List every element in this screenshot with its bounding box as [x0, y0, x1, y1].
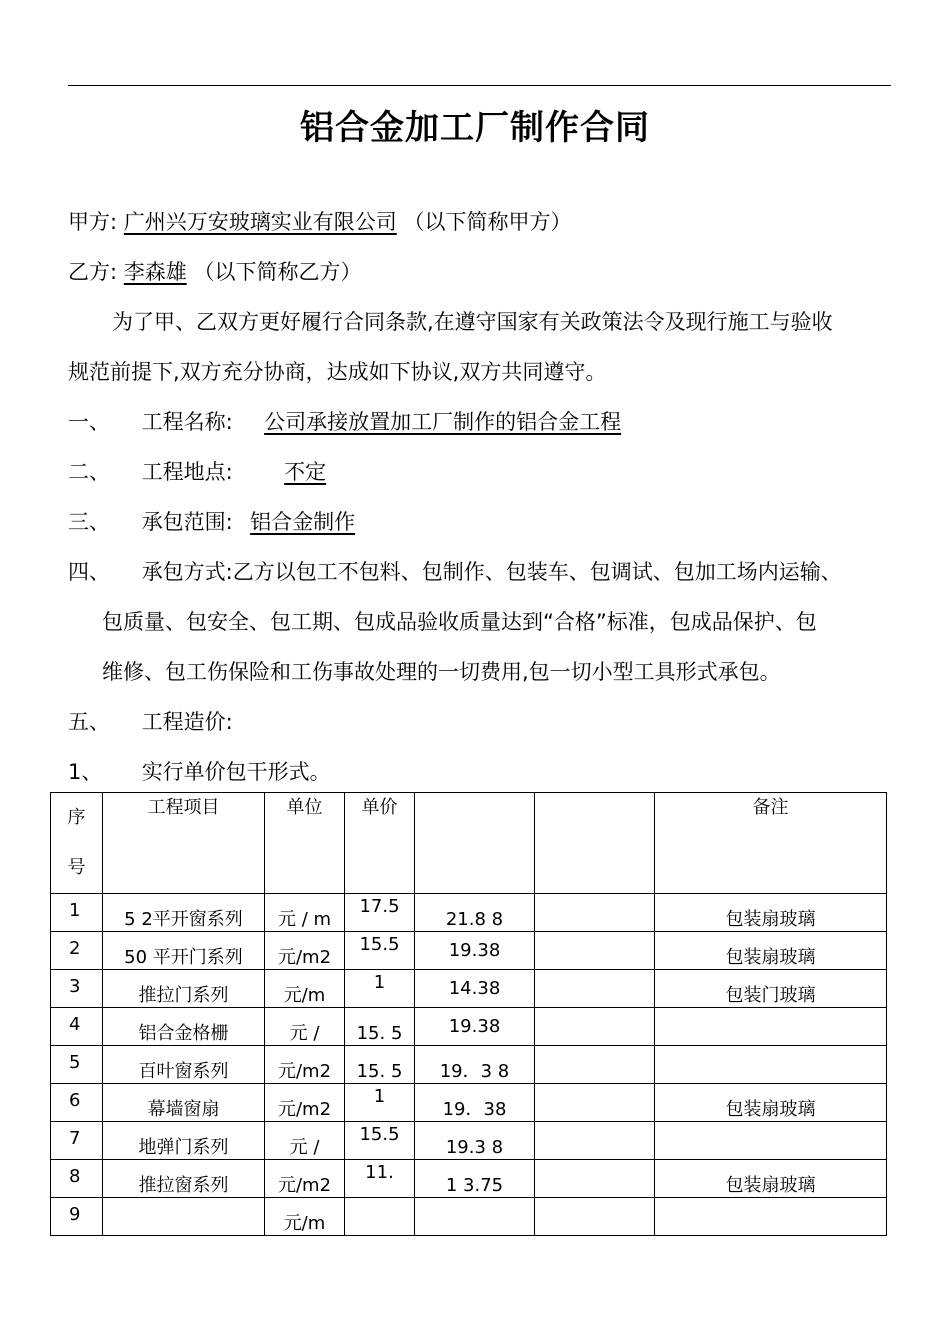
table-cell: [655, 894, 887, 932]
table-cell: [103, 1160, 265, 1198]
table-cell: [535, 894, 655, 932]
table-cell-text: 15.5: [359, 934, 400, 955]
section-5-label: 工程造价:: [141, 710, 233, 734]
table-cell-text: 包装门玻璃: [725, 985, 816, 1006]
table-cell: [51, 1084, 103, 1122]
table-cell: [655, 970, 887, 1008]
header-price: 单价: [345, 793, 415, 894]
table-cell: [345, 1160, 415, 1198]
table-cell-text: 地弹门系列: [138, 1137, 229, 1158]
table-cell-text: [345, 1198, 414, 1213]
table-cell-text: 15. 5: [356, 1061, 403, 1082]
section-5-1: [68, 756, 331, 786]
table-cell-text: 19.38: [448, 1016, 501, 1037]
section-3: [68, 506, 355, 536]
table-cell: [345, 1122, 415, 1160]
header-seq: 序 号: [51, 793, 103, 894]
table-cell-text: 元 /: [289, 1023, 320, 1044]
table-cell: [655, 1046, 887, 1084]
section-1-number: 一、: [68, 410, 110, 434]
section-3-label: 承包范围:: [141, 510, 233, 534]
table-cell: [51, 1198, 103, 1236]
section-4-line-3: 维修、包工伤保险和工伤事故处理的一切费用,包一切小型工具形式承包。: [102, 660, 781, 684]
table-cell: [103, 1084, 265, 1122]
section-3-value: 铝合金制作: [250, 510, 356, 534]
table-cell: [51, 894, 103, 932]
table-cell-text: 15.5: [359, 1124, 400, 1145]
table-cell: [103, 1198, 265, 1236]
section-4-line-1: [68, 556, 842, 586]
table-cell-text: [535, 1198, 654, 1213]
table-cell: [265, 970, 345, 1008]
table-cell-text: 元 /: [289, 1137, 320, 1158]
section-3-number: 三、: [68, 510, 110, 534]
table-cell-text: 元 / m: [277, 909, 332, 930]
table-cell: [345, 1008, 415, 1046]
table-cell-text: 元/m2: [277, 1099, 332, 1120]
table-cell: [415, 1160, 535, 1198]
section-2-number: 二、: [68, 460, 110, 484]
table-cell-text: 元/m2: [277, 947, 332, 968]
table-cell: [535, 970, 655, 1008]
section-2-value: 不定: [284, 460, 327, 484]
table-cell-text: [655, 1008, 886, 1023]
table-cell: [265, 1198, 345, 1236]
header-unit: 单位: [265, 793, 345, 894]
table-cell: [415, 1198, 535, 1236]
table-cell: [51, 1160, 103, 1198]
table-cell: [655, 1160, 887, 1198]
table-cell-text: 15. 5: [356, 1023, 403, 1044]
table-cell-text: 7: [69, 1128, 81, 1149]
table-row: [51, 970, 887, 1008]
table-header-row: [51, 793, 887, 894]
section-5-1-label: 实行单价包干形式。: [141, 760, 331, 784]
table-cell-text: 铝合金格栅: [138, 1023, 229, 1044]
section-4-number: 四、: [68, 560, 110, 584]
table-cell-text: 包装扇玻璃: [725, 1175, 816, 1196]
party-a-label: 甲方:: [68, 210, 118, 234]
table-row: [51, 1198, 887, 1236]
section-1: [68, 406, 621, 436]
table-cell-text: 幕墙窗扇: [147, 1099, 220, 1120]
table-cell-text: 包装扇玻璃: [725, 1099, 816, 1120]
table-cell-text: 3: [69, 976, 81, 997]
table-cell-text: 包装扇玻璃: [725, 947, 816, 968]
party-a-line: [68, 206, 571, 236]
table-cell: [345, 1046, 415, 1084]
table-cell-text: [415, 1198, 534, 1213]
table-cell-text: 包装扇玻璃: [725, 909, 816, 930]
table-cell-text: 50 平开门系列: [124, 947, 243, 968]
header-item: 工程项目: [103, 793, 265, 894]
table-cell: [535, 1160, 655, 1198]
table-cell-text: [103, 1198, 264, 1213]
table-cell: [535, 932, 655, 970]
table-cell-text: 6: [69, 1090, 81, 1111]
section-5-1-number: 1、: [68, 760, 103, 784]
table-cell: [415, 1084, 535, 1122]
table-cell: [535, 1198, 655, 1236]
section-1-value: 公司承接放置加工厂制作的铝合金工程: [264, 410, 622, 434]
table-cell-text: 19.3 8: [445, 1137, 504, 1158]
section-5-number: 五、: [68, 710, 110, 734]
table-cell: [103, 970, 265, 1008]
table-cell: [103, 1046, 265, 1084]
table-cell: [655, 1084, 887, 1122]
table-cell-text: 14.38: [448, 978, 501, 999]
table-cell-text: 9: [69, 1204, 81, 1225]
section-2: [68, 456, 326, 486]
table-cell: [103, 932, 265, 970]
party-b-label: 乙方:: [68, 260, 118, 284]
table-row: [51, 932, 887, 970]
section-5: [68, 706, 233, 736]
table-cell-text: 推拉门系列: [138, 985, 229, 1006]
header-remark: 备注: [655, 793, 887, 894]
table-cell-text: [535, 970, 654, 985]
table-cell: [265, 1008, 345, 1046]
table-cell-text: [535, 1084, 654, 1099]
table-row: [51, 1160, 887, 1198]
table-cell: [103, 1122, 265, 1160]
table-cell: [655, 1008, 887, 1046]
party-b-suffix: （以下简称乙方）: [193, 260, 362, 284]
table-cell-text: 19．38: [442, 1099, 507, 1120]
table-cell: [655, 932, 887, 970]
table-cell-text: 1: [373, 972, 386, 993]
table-row: [51, 1084, 887, 1122]
table-cell-text: [655, 1198, 886, 1213]
table-cell-text: [535, 1122, 654, 1137]
table-cell: [265, 932, 345, 970]
table-cell-text: 1: [69, 900, 81, 921]
table-cell: [51, 1008, 103, 1046]
table-cell: [535, 1122, 655, 1160]
table-cell: [415, 932, 535, 970]
table-cell: [535, 1046, 655, 1084]
table-cell: [265, 1046, 345, 1084]
table-cell-text: [655, 1046, 886, 1061]
table-cell: [535, 1084, 655, 1122]
table-cell: [415, 970, 535, 1008]
table-cell-text: 17.5: [359, 896, 400, 917]
table-cell-text: 元/m: [283, 985, 326, 1006]
table-cell-text: 4: [69, 1014, 81, 1035]
table-cell: [655, 1122, 887, 1160]
table-cell-text: [535, 1008, 654, 1023]
price-table: [50, 792, 887, 1236]
table-cell: [345, 932, 415, 970]
table-cell: [345, 1084, 415, 1122]
table-cell-text: [535, 1046, 654, 1061]
section-4-text-1: 承包方式:乙方以包工不包料、包制作、包装车、包调试、包加工场内运输、: [141, 560, 842, 584]
party-b-line: [68, 256, 361, 286]
table-cell-text: 8: [69, 1166, 81, 1187]
table-cell-text: [535, 932, 654, 947]
table-row: [51, 894, 887, 932]
table-cell-text: 1: [373, 1086, 386, 1107]
table-cell: [345, 894, 415, 932]
party-a-name: 广州兴万安玻璃实业有限公司: [123, 210, 397, 234]
header-col5: [415, 793, 535, 894]
intro-line-2: 规范前提下,双方充分协商，达成如下协议,双方共同遵守。: [68, 360, 607, 384]
table-cell-text: 19．3 8: [439, 1061, 510, 1082]
table-cell-text: 2: [69, 938, 81, 959]
top-rule: [68, 85, 891, 86]
header-col6: [535, 793, 655, 894]
table-cell: [415, 1008, 535, 1046]
table-row: [51, 1008, 887, 1046]
table-cell: [51, 1122, 103, 1160]
table-cell: [265, 1084, 345, 1122]
table-cell: [535, 1008, 655, 1046]
table-cell: [345, 1198, 415, 1236]
table-cell-text: 19.38: [448, 940, 501, 961]
section-4-line-2: 包质量、包安全、包工期、包成品验收质量达到“合格”标准，包成品保护、包: [102, 610, 817, 634]
table-cell: [51, 970, 103, 1008]
party-b-name: 李森雄: [123, 260, 187, 284]
table-cell: [265, 1122, 345, 1160]
table-cell: [265, 1160, 345, 1198]
document-title: 铝合金加工厂制作合同: [300, 108, 650, 148]
table-cell-text: 5 2平开窗系列: [124, 909, 243, 930]
party-a-suffix: （以下简称甲方）: [403, 210, 572, 234]
table-cell: [345, 970, 415, 1008]
section-1-label: 工程名称:: [141, 410, 233, 434]
intro-line-1: 为了甲、乙双方更好履行合同条款,在遵守国家有关政策法令及现行施工与验收: [112, 310, 833, 334]
table-cell-text: [535, 1160, 654, 1175]
table-cell: [655, 1198, 887, 1236]
table-cell-text: 元/m: [283, 1213, 326, 1234]
table-cell: [415, 894, 535, 932]
table-cell-text: 11.: [365, 1162, 394, 1183]
table-cell-text: [655, 1122, 886, 1137]
table-cell: [103, 894, 265, 932]
table-cell-text: 元/m2: [277, 1061, 332, 1082]
table-cell: [51, 932, 103, 970]
table-cell: [415, 1046, 535, 1084]
table-cell: [103, 1008, 265, 1046]
table-cell: [51, 1046, 103, 1084]
table-cell-text: 推拉窗系列: [138, 1175, 229, 1196]
table-cell-text: 21.8 8: [445, 909, 504, 930]
table-cell-text: 元/m2: [277, 1175, 332, 1196]
table-cell-text: 百叶窗系列: [138, 1061, 229, 1082]
table-cell-text: 5: [69, 1052, 81, 1073]
table-cell-text: [535, 894, 654, 909]
table-cell: [265, 894, 345, 932]
section-2-label: 工程地点:: [141, 460, 233, 484]
table-row: [51, 1122, 887, 1160]
table-cell: [415, 1122, 535, 1160]
table-cell-text: 1 3.75: [445, 1175, 504, 1196]
table-row: [51, 1046, 887, 1084]
